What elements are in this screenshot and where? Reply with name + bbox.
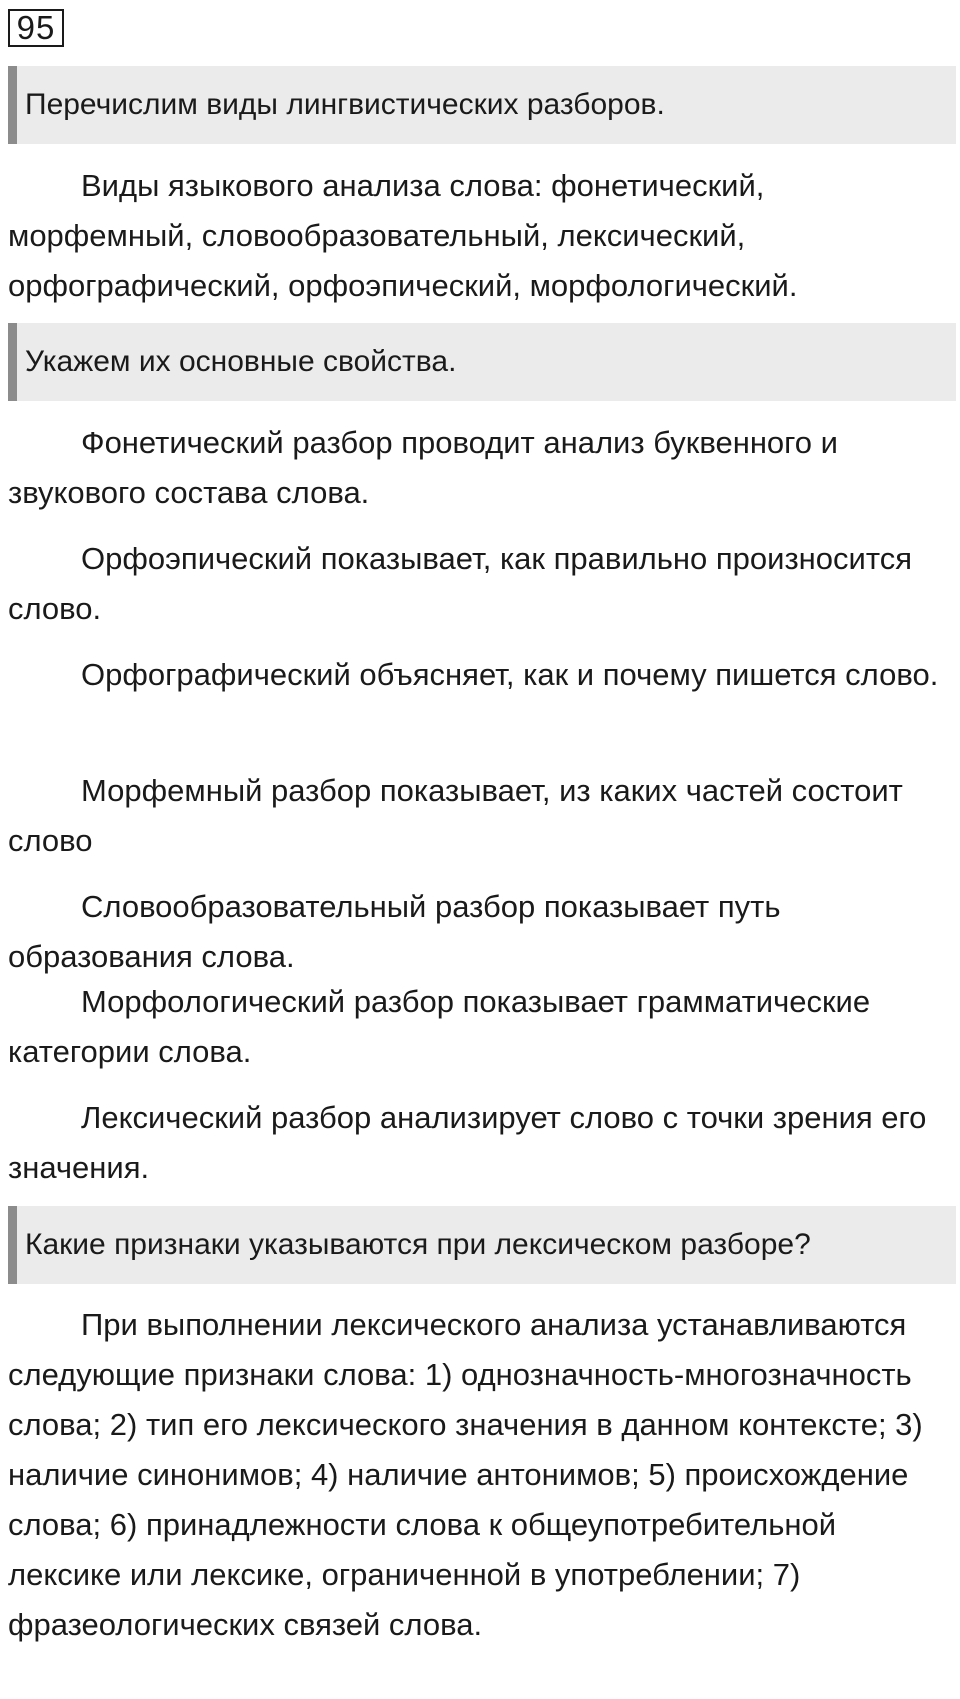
answer-paragraph: Орфографический объясняет, как и почему пишется слово. bbox=[81, 657, 939, 692]
answer-paragraph: Морфемный разбор показывает, из каких частей состоит слово bbox=[8, 773, 903, 858]
answer-paragraph: Фонетический разбор проводит анализ буквенного и звукового состава слова. bbox=[8, 425, 838, 510]
question-accent-bar bbox=[8, 1206, 17, 1284]
question-accent-bar bbox=[8, 66, 17, 144]
question-text: Укажем их основные свойства. bbox=[25, 345, 457, 378]
answer-paragraph: При выполнении лексического анализа устанавливаются следующие признаки слова: 1) однозначность-многозначность слова; 2) тип его лексического значения в данном контексте; 3) наличие синонимов; 4) наличие антонимов; 5) происхождение слова; 6) принадлежности слова к общеупотребительной лексике или лексике, ограниченной в употреблении; 7) фразеологических связей слова. bbox=[8, 1307, 923, 1642]
question-banner-1 bbox=[8, 66, 956, 144]
answer-paragraph: Орфоэпический показывает, как правильно произносится слово. bbox=[8, 541, 912, 626]
question-banner-2 bbox=[8, 323, 956, 401]
answer-paragraph: Словообразовательный разбор показывает путь образования слова. bbox=[8, 889, 781, 974]
question-accent-bar bbox=[8, 323, 17, 401]
answer-paragraph: Лексический разбор анализирует слово с точки зрения его значения. bbox=[8, 1100, 927, 1185]
answer-paragraph: Морфологический разбор показывает грамматические категории слова. bbox=[8, 984, 871, 1069]
question-text: Какие признаки указываются при лексическом разборе? bbox=[25, 1228, 811, 1261]
question-banner-3 bbox=[8, 1206, 956, 1284]
answer-paragraph: Виды языкового анализа слова: фонетический, морфемный, словообразовательный, лексический, орфографический, орфоэпический, морфологический. bbox=[8, 168, 798, 303]
question-text: Перечислим виды лингвистических разборов. bbox=[25, 88, 665, 121]
page-number: 95 bbox=[8, 9, 64, 47]
